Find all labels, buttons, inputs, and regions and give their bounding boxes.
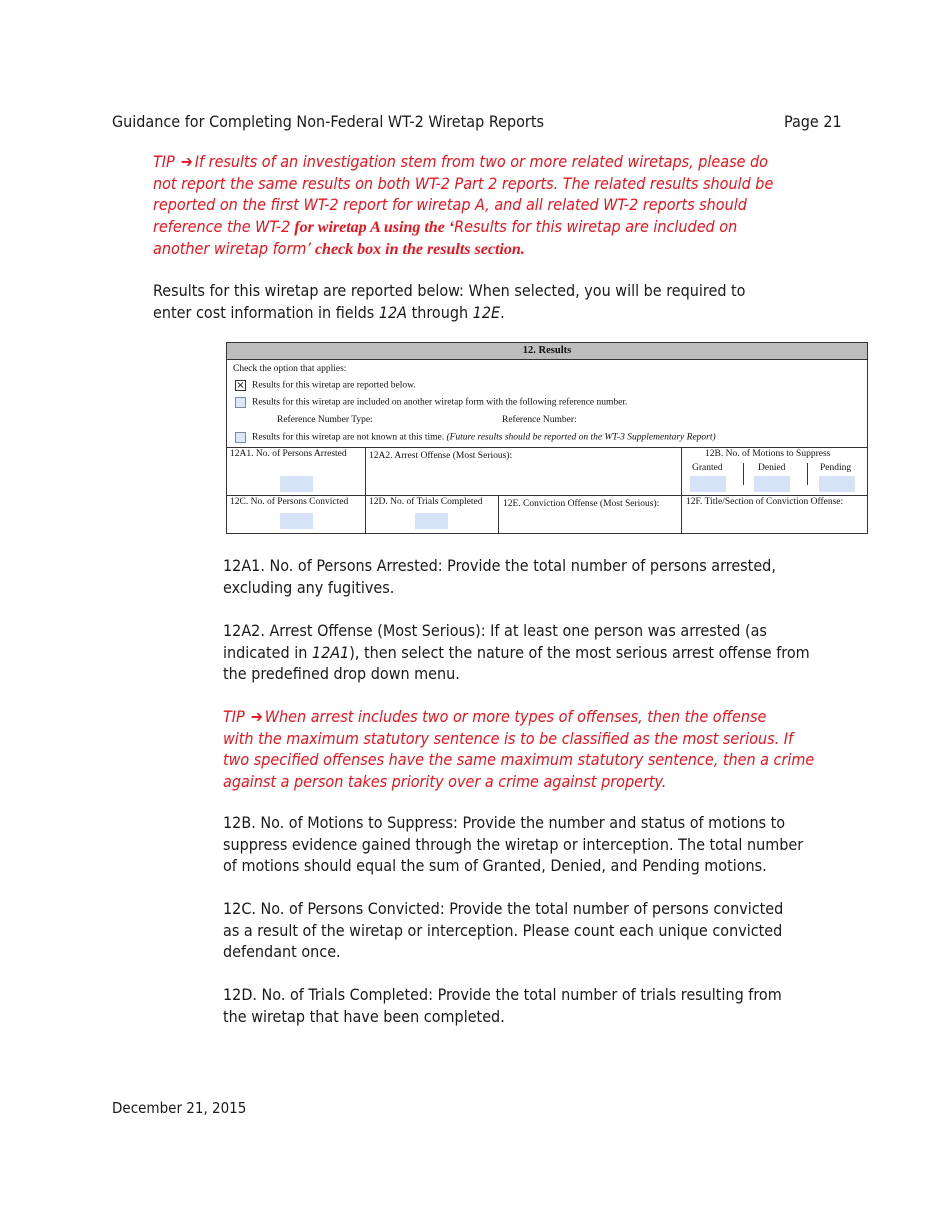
grid-line	[227, 447, 867, 448]
field-12c-label: 12C. No. of Persons Convicted	[230, 497, 349, 507]
option-label: Results for this wiretap are reported below.	[252, 380, 416, 391]
tip2-line: against a person takes priority over a crime against property.	[223, 771, 667, 791]
field-ref: 12A1	[311, 642, 350, 662]
tip1-line: If results of an investigation stem from two or more related wiretaps, please do	[194, 152, 768, 171]
grid-line	[743, 463, 744, 485]
tip1-line: another wiretap form’	[153, 239, 311, 258]
field-ref: 12A	[378, 302, 407, 322]
grid-line	[227, 495, 867, 496]
arrow-right-icon: ➔	[250, 707, 263, 726]
section-12a1	[223, 555, 863, 598]
grid-line	[807, 463, 808, 485]
tip-label: TIP	[153, 152, 175, 171]
tip2-line: When arrest includes two or more types of offenses, then the offense	[264, 707, 767, 726]
option-label: Results for this wiretap are included on another wiretap form with the following reference number.	[252, 397, 628, 408]
section-line: of motions should equal the sum of Granted, Denied, and Pending motions.	[223, 856, 767, 875]
pending-label: Pending	[820, 463, 852, 473]
tip1-bold-text: for wiretap A using the ‘	[290, 218, 455, 236]
section-line: 12D. No. of Trials Completed: Provide the total number of trials resulting from	[223, 985, 782, 1004]
option-not-known[interactable]	[235, 432, 716, 443]
section-12b	[223, 812, 863, 877]
denied-label: Denied	[758, 463, 786, 473]
grid-line	[681, 447, 682, 495]
option-other-form[interactable]	[235, 397, 627, 408]
intro-line: .	[500, 302, 505, 322]
field-12b-label: 12B. No. of Motions to Suppress	[705, 449, 831, 459]
tip2-line: two specified offenses have the same maximum statutory sentence, then a crime	[223, 750, 815, 769]
field-12a2-label: 12A2. Arrest Offense (Most Serious):	[369, 451, 513, 461]
grid-line	[498, 495, 499, 534]
field-12e-label: 12E. Conviction Offense (Most Serious):	[503, 499, 660, 509]
section-line: defendant once.	[223, 942, 341, 961]
form-instruction: Check the option that applies:	[233, 364, 347, 374]
persons-convicted-input[interactable]	[280, 513, 313, 529]
section-line: as a result of the wiretap or interception. Please count each unique convicted	[223, 920, 783, 940]
section-12a2	[223, 620, 863, 685]
section-line: ), then select the nature of the most serious arrest offense from	[349, 642, 810, 662]
tip-block-1	[153, 151, 853, 261]
section-line: 12B. No. of Motions to Suppress: Provide the number and status of motions to	[223, 813, 786, 832]
field-12a1-label: 12A1. No. of Persons Arrested	[230, 449, 347, 459]
motions-pending-input[interactable]	[819, 476, 855, 492]
section-line: the wiretap that have been completed.	[223, 1006, 505, 1026]
section-line: 12A1. No. of Persons Arrested: Provide the total number of persons arrested,	[223, 556, 776, 575]
option-label: Results for this wiretap are not known at this time.	[252, 432, 445, 443]
field-ref: 12E	[472, 302, 501, 322]
granted-label: Granted	[692, 463, 723, 473]
document-title: Guidance for Completing Non-Federal WT-2 Wiretap Reports	[112, 112, 544, 131]
section-12d	[223, 984, 863, 1027]
tip-label: TIP	[223, 707, 245, 726]
motions-granted-input[interactable]	[690, 476, 726, 492]
persons-arrested-input[interactable]	[280, 476, 313, 492]
option-reported-below[interactable]	[235, 380, 416, 391]
tip-block-2	[223, 706, 863, 792]
reference-number-label: Reference Number:	[502, 415, 577, 425]
results-form	[226, 342, 868, 534]
checkbox-icon[interactable]	[235, 397, 246, 408]
intro-line: Results for this wiretap are reported below: When selected, you will be required to	[153, 281, 746, 300]
arrow-right-icon: ➔	[180, 152, 193, 171]
section-line: excluding any fugitives.	[223, 577, 395, 597]
tip1-line: reference the WT-2	[153, 216, 291, 236]
tip1-line: not report the same results on both WT-2 Part 2 reports. The related results should be	[153, 173, 774, 193]
section-12c	[223, 898, 863, 963]
section-line: 12C. No. of Persons Convicted: Provide the total number of persons convicted	[223, 899, 784, 918]
section-line: suppress evidence gained through the wiretap or interception. The total number	[223, 834, 804, 854]
motions-denied-input[interactable]	[754, 476, 790, 492]
intro-paragraph	[153, 280, 853, 323]
section-line: 12A2. Arrest Offense (Most Serious): If at least one person was arrested (as	[223, 621, 767, 640]
checkbox-checked-icon[interactable]: ×	[236, 380, 245, 391]
tip2-line: with the maximum statutory sentence is to be classified as the most serious. If	[223, 728, 794, 748]
grid-line	[681, 495, 682, 534]
option-note: (Future results should be reported on the WT-3 Supplementary Report)	[446, 432, 716, 443]
tip1-line: Results for this wiretap are included on	[454, 216, 738, 236]
field-12d-label: 12D. No. of Trials Completed	[369, 497, 483, 507]
footer-date: December 21, 2015	[112, 1099, 247, 1117]
page-number: Page 21	[784, 112, 842, 131]
checkbox-icon[interactable]	[235, 432, 246, 443]
tip1-line: reported on the first WT-2 report for wiretap A, and all related WT-2 reports should	[153, 195, 747, 214]
field-12f-label: 12F. Title/Section of Conviction Offense:	[686, 497, 844, 507]
intro-line: enter cost information in fields	[153, 302, 379, 322]
intro-line: through	[407, 302, 473, 322]
trials-completed-input[interactable]	[415, 513, 448, 529]
grid-line	[365, 447, 366, 534]
tip1-bold-text: check box in the results section.	[310, 241, 525, 258]
form-section-title: 12. Results	[227, 343, 867, 360]
reference-number-type-label: Reference Number Type:	[277, 415, 373, 425]
section-line: the predefined drop down menu.	[223, 664, 460, 683]
section-line: indicated in	[223, 642, 312, 662]
